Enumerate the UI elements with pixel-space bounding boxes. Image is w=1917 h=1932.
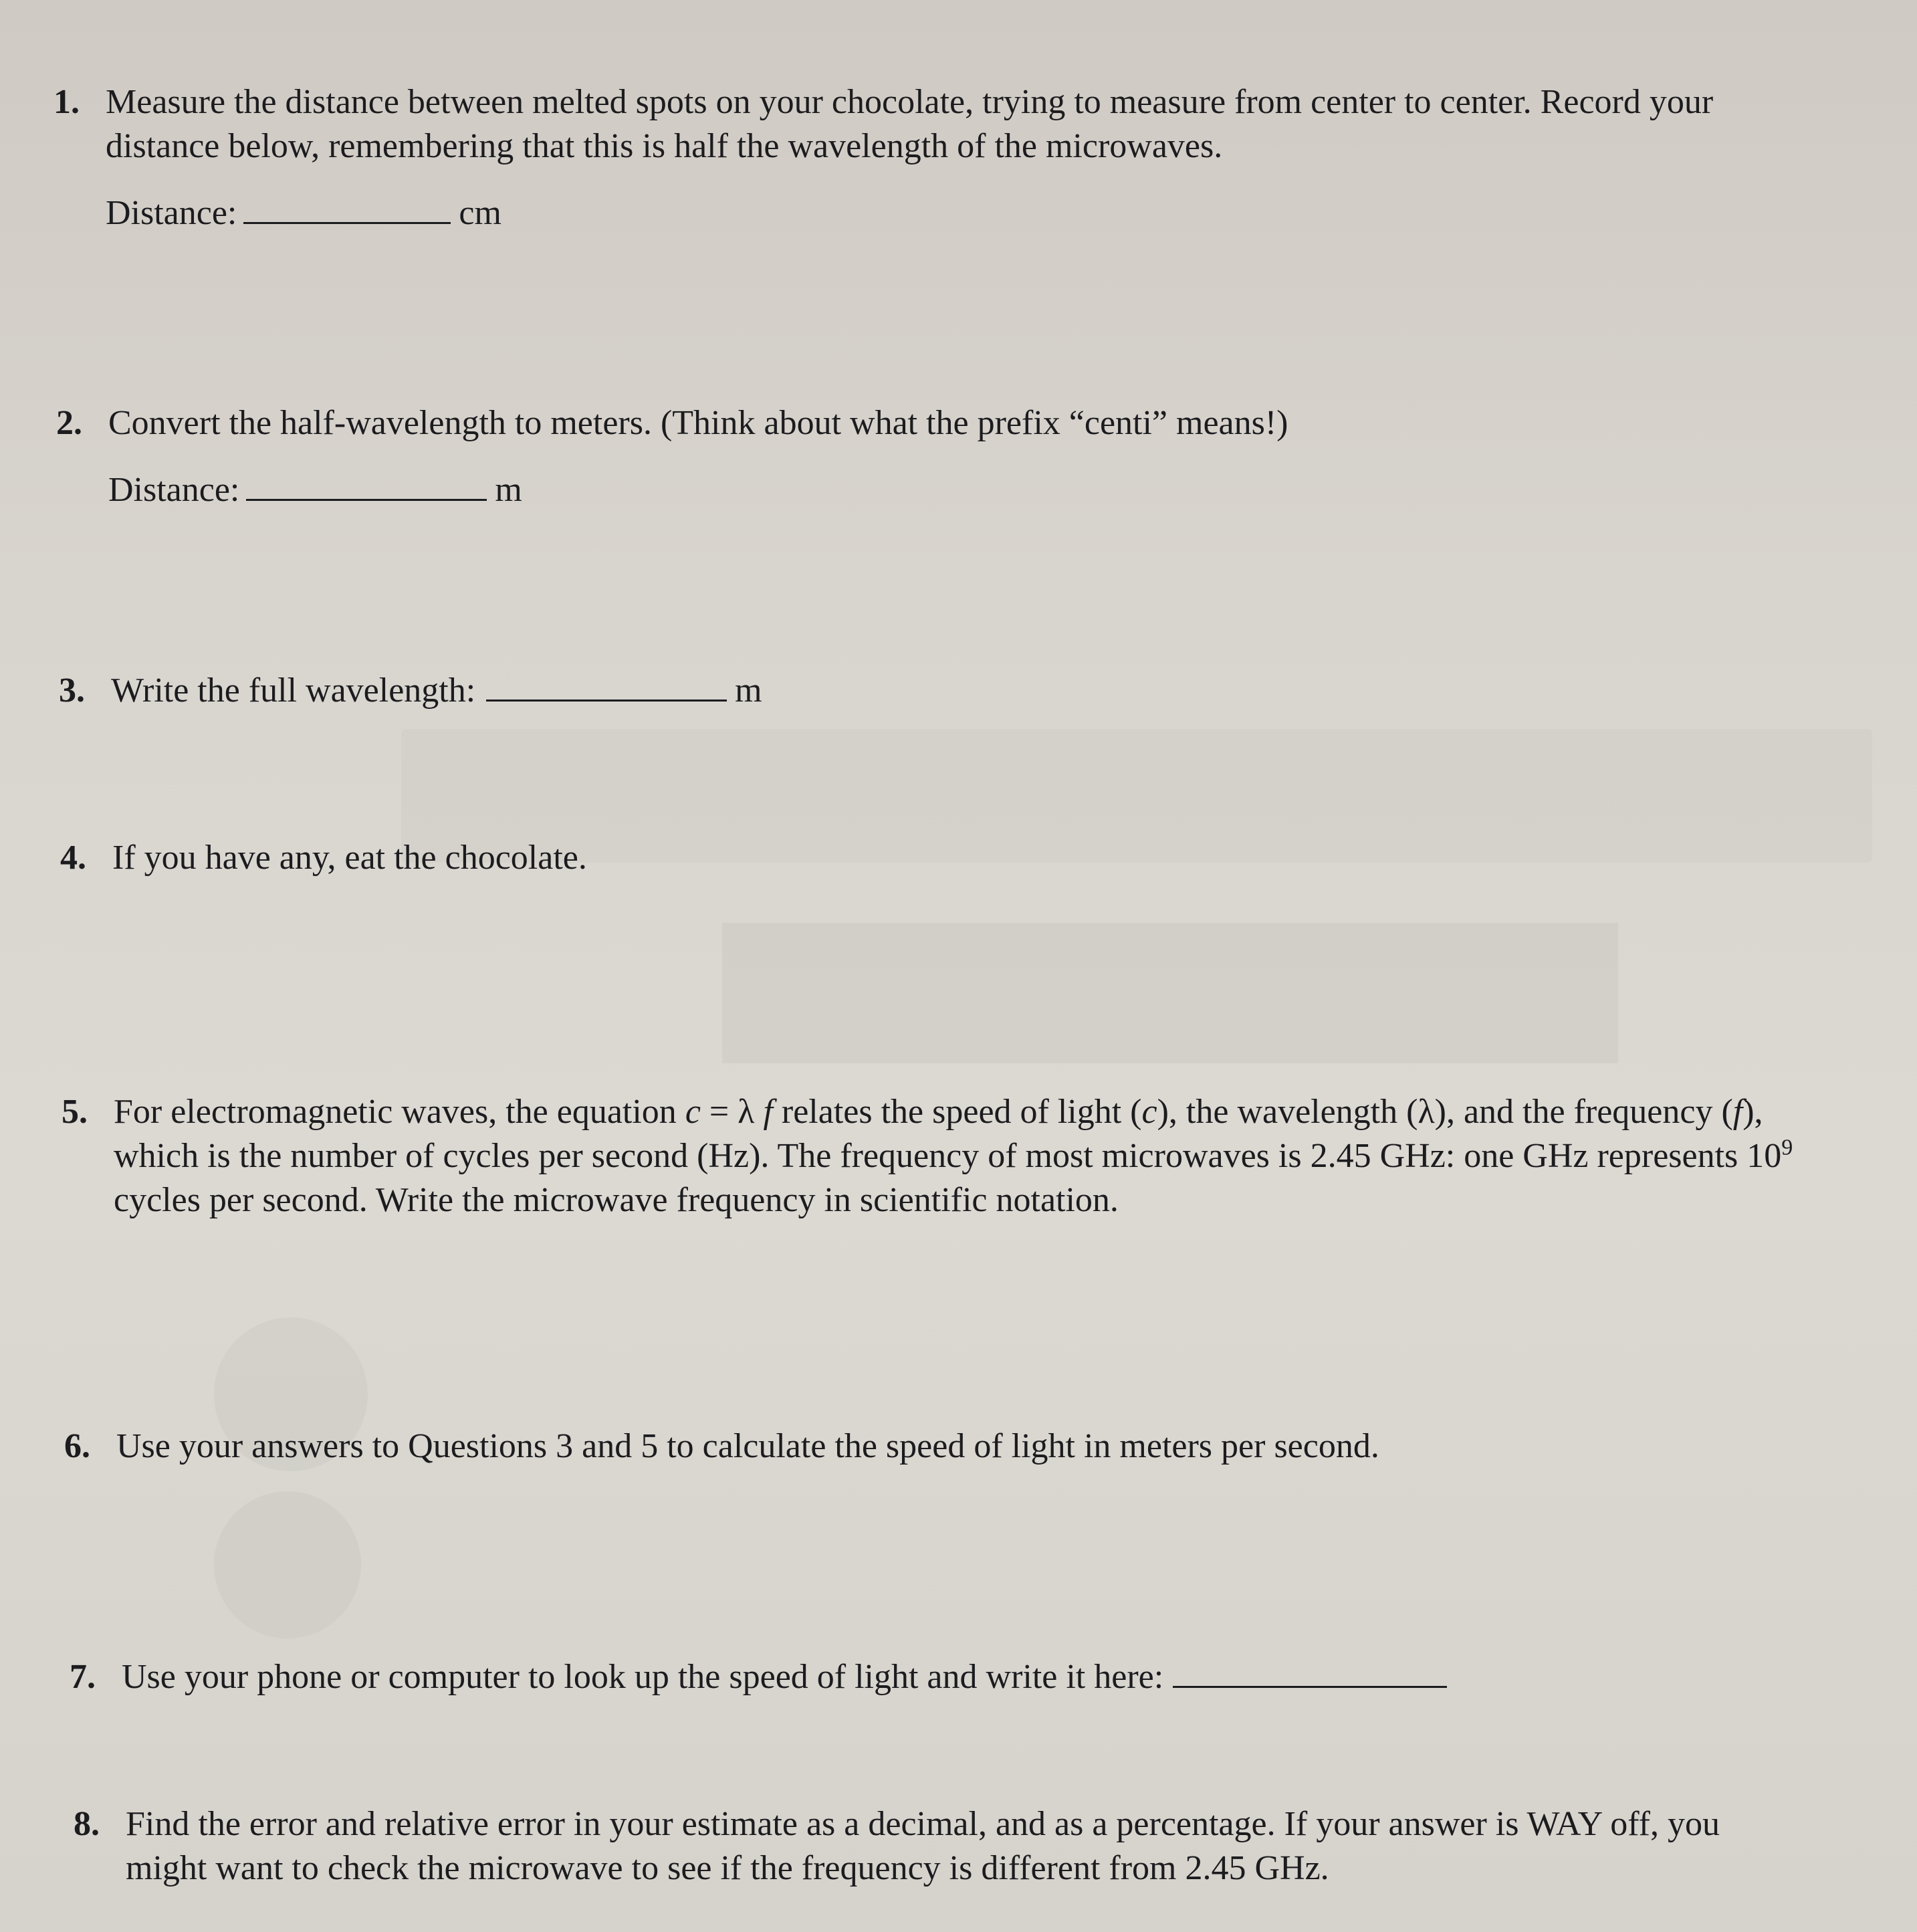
question-number: 6. [64, 1427, 90, 1465]
answer-row [106, 191, 501, 235]
question-text: For electromagnetic waves, the equation c = λ f relates the speed of light (c), the wavelength (λ), and the frequency (f), [114, 1093, 1763, 1131]
answer-blank[interactable] [486, 673, 727, 702]
question-2 [56, 401, 1862, 522]
question-7 [70, 1655, 1875, 1709]
question-number: 7. [70, 1658, 96, 1696]
bleed-through-text [722, 923, 1618, 1063]
answer-row [108, 468, 522, 512]
exponent: 9 [1781, 1135, 1793, 1160]
question-number: 1. [53, 83, 80, 121]
answer-blank[interactable] [1173, 1659, 1447, 1688]
question-text: Use your phone or computer to look up the speed of light and write it here: [122, 1658, 1164, 1696]
question-number: 5. [62, 1093, 88, 1131]
question-8 [74, 1802, 1879, 1903]
equation-variable: f [763, 1093, 773, 1131]
question-number: 8. [74, 1805, 100, 1843]
equation-variable: c [685, 1093, 701, 1131]
question-5 [62, 1090, 1894, 1237]
question-text: Find the error and relative error in your estimate as a decimal, and as a percentage. If your answer is WAY off, you [126, 1805, 1720, 1843]
question-text: distance below, remembering that this is half the wavelength of the microwaves. [106, 127, 1223, 165]
question-text: Convert the half-wavelength to meters. (Think about what the prefix “centi” means!) [108, 404, 1288, 442]
answer-blank[interactable] [246, 472, 487, 501]
question-6 [64, 1424, 1870, 1478]
question-text: Use your answers to Questions 3 and 5 to calculate the speed of light in meters per second. [116, 1427, 1379, 1465]
question-text: cycles per second. Write the microwave frequency in scientific notation. [114, 1181, 1119, 1219]
unit-label: m [735, 671, 762, 710]
question-3 [59, 669, 1864, 722]
question-text: Write the full wavelength: [111, 671, 476, 710]
question-text: If you have any, eat the chocolate. [112, 839, 587, 877]
field-label: Distance: [106, 194, 237, 232]
bleed-through-text [214, 1491, 361, 1638]
question-4 [60, 836, 1866, 889]
answer-blank[interactable] [243, 195, 451, 224]
question-text: which is the number of cycles per second (Hz). The frequency of most microwaves is 2.45 GHz: one GHz represents $10^9$ [114, 1135, 1793, 1175]
question-number: 4. [60, 839, 86, 877]
unit-label: m [495, 471, 522, 509]
question-number: 2. [56, 404, 82, 442]
field-label: Distance: [108, 471, 240, 509]
unit-label: cm [459, 194, 501, 232]
question-text: Measure the distance between melted spots on your chocolate, trying to measure from center to center. Record your [106, 83, 1714, 121]
question-text: might want to check the microwave to see if the frequency is different from 2.45 GHz. [126, 1849, 1329, 1887]
question-number: 3. [59, 671, 85, 710]
question-1 [53, 80, 1872, 241]
